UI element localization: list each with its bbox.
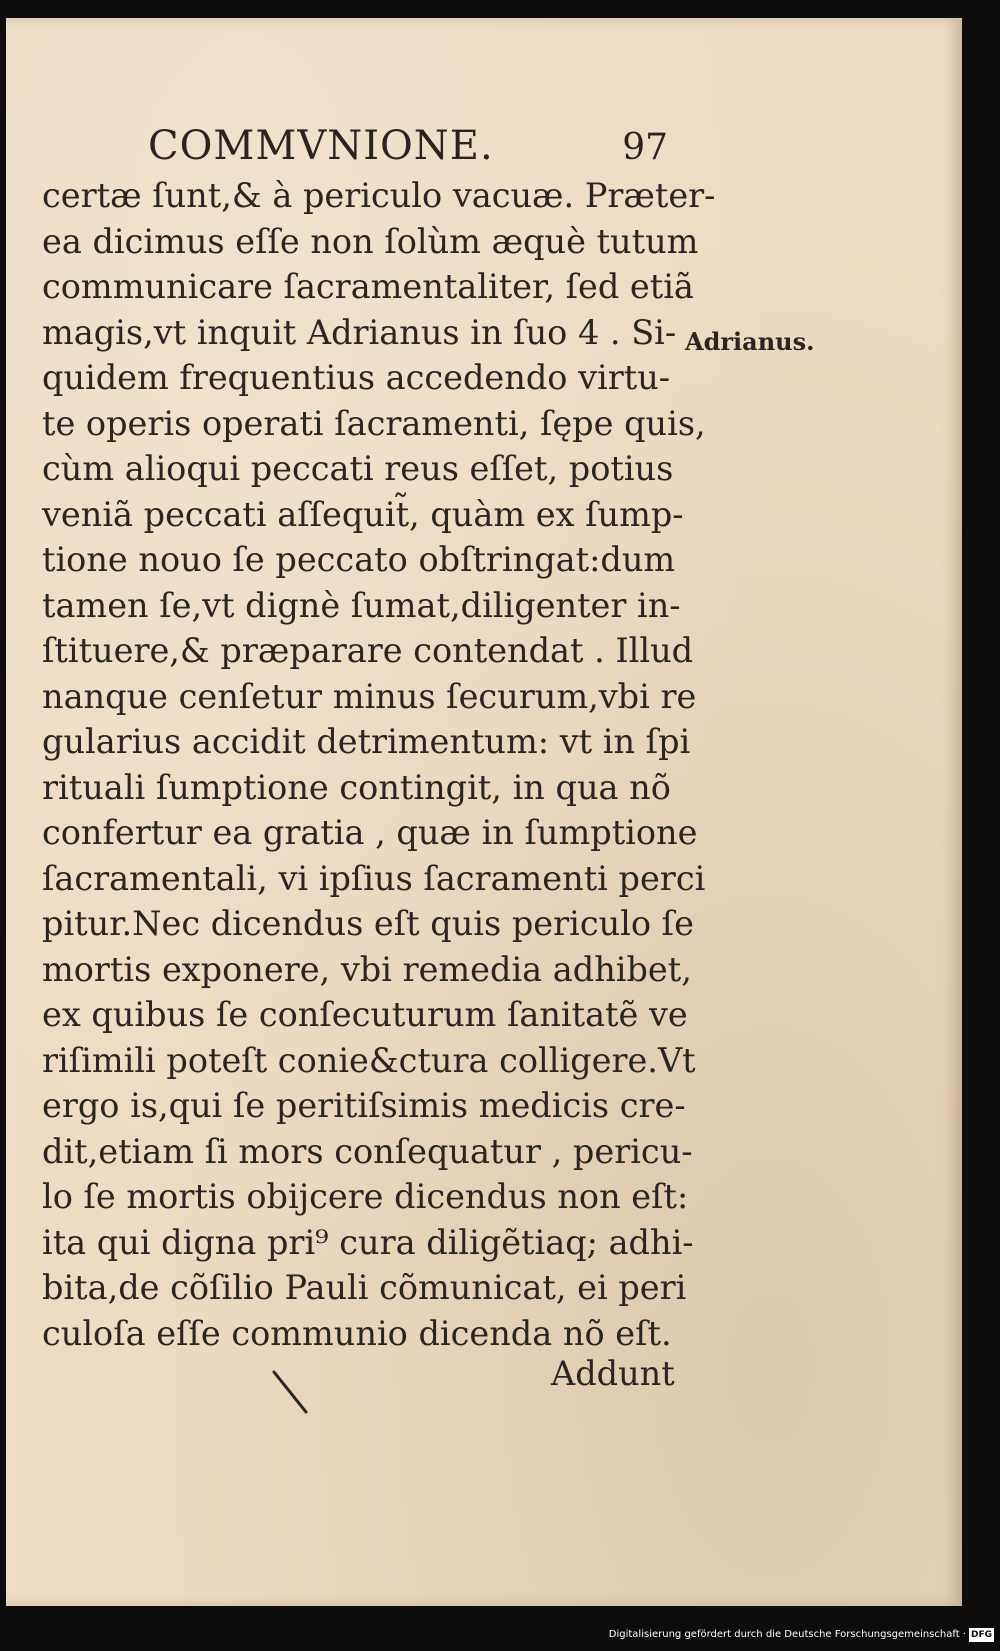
text-line: ea dicimus eſſe non ſolùm æquè tutum [42, 221, 699, 261]
credit-text: Digitalisierung gefördert durch die Deutsche Forschungsgemeinschaft · [608, 1629, 966, 1640]
text-line: rituali ſumptione contingit, in qua nõ [42, 767, 671, 807]
text-line: cùm alioqui peccati reus eſſet, potius [42, 449, 674, 488]
text-line: magis,vt inquit Adrianus in ſuo 4 . Si- [42, 312, 677, 352]
page-number: 97 [622, 127, 668, 168]
text-line: riſimili poteſt conie&ctura colligere.Vt [42, 1040, 696, 1080]
text-line: nanque cenſetur minus ſecurum,vbi re [42, 676, 697, 716]
text-line: culoſa eſſe communio dicenda nõ eſt. [42, 1313, 672, 1353]
pen-stroke-mark [272, 1368, 312, 1418]
text-line: pitur.Nec dicendus eſt quis periculo ſe [42, 904, 694, 943]
text-line: lo ſe mortis obijcere dicendus non eſt: [42, 1177, 689, 1216]
running-title: COMMVNIONE. [148, 123, 494, 169]
text-line: ſtituere,& præparare contendat . Illud [42, 631, 694, 670]
text-line: confertur ea gratia , quæ in ſumptione [42, 813, 698, 852]
text-line: quidem frequentius accedendo virtu- [42, 358, 671, 397]
text-line: ſacramentali, vi ipſius ſacramenti perci [42, 858, 706, 898]
text-line: mortis exponere, vbi remedia adhibet, [42, 949, 692, 989]
text-line: ergo is,qui ſe peritiſsimis medicis cre- [42, 1086, 686, 1125]
body-text [42, 173, 722, 1356]
book-page [6, 18, 962, 1606]
digitization-credit [609, 1628, 994, 1642]
page-header [148, 122, 668, 170]
text-line: dit,etiam ſi mors conſequatur , pericu- [42, 1131, 693, 1171]
text-line: gularius accidit detrimentum: vt in ſpi [42, 722, 691, 761]
dfg-logo: DFG [970, 1630, 992, 1640]
text-line: tione nouo ſe peccato obſtringat:dum [42, 540, 676, 579]
text-line: certæ ſunt,& à periculo vacuæ. Præter- [42, 176, 716, 215]
catchword: Addunt [551, 1354, 675, 1393]
text-line: tamen ſe,vt dignè ſumat,diligenter in- [42, 585, 681, 625]
text-line: veniã peccati aſſequit̃, quàm ex ſump- [42, 494, 684, 534]
text-line: ita qui digna pri⁹ cura diligẽtiaq; adhi- [42, 1222, 694, 1262]
text-line: bita,de cõſilio Pauli cõmunicat, ei peri [42, 1268, 687, 1307]
text-line: te operis operati ſacramenti, ſępe quis, [42, 403, 706, 443]
text-line: communicare ſacramentaliter, ſed etiã [42, 267, 694, 306]
text-line: ex quibus ſe conſecuturum ſanitatẽ ve [42, 995, 688, 1034]
margin-note: Adrianus. [685, 327, 815, 356]
